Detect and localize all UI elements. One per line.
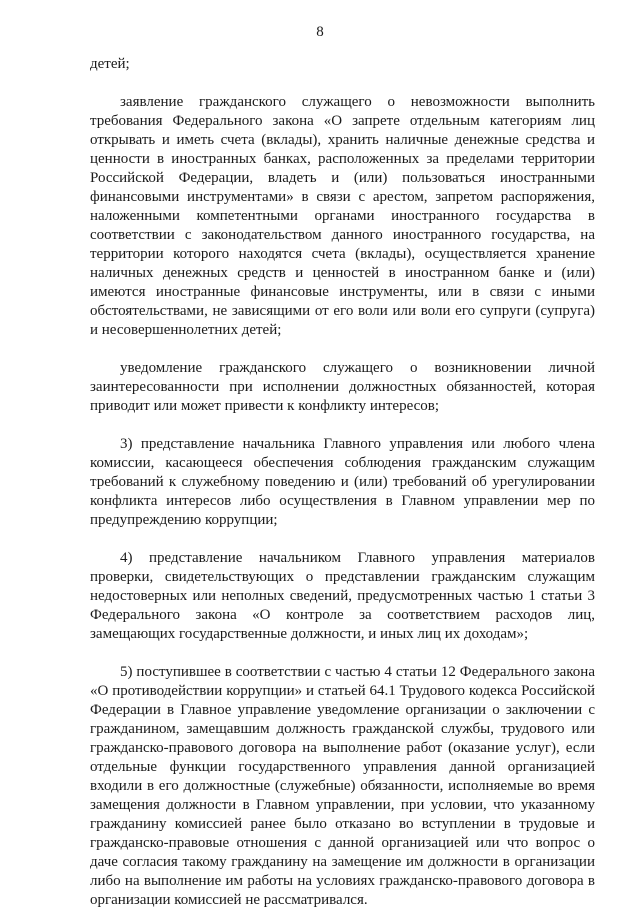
page-number: 8: [316, 24, 324, 40]
paragraph-item-4: 4) представление начальником Главного управления материалов проверки, свидетельствующих о представлении гражданским служащим недостоверных или неполных сведений, предусмотренных частью 1 статьи 3 Федерального закона «О контроле за соответствием расходов лиц, замещающих государственные должности, и иных лиц их доходам»;: [90, 550, 595, 642]
paragraph-statement-foreign-accounts: заявление гражданского служащего о невозможности выполнить требования Федерального закона «О запрете отдельным категориям лиц открывать и иметь счета (вклады), хранить наличные денежные средства и ценности в иностранных банках, расположенных за пределами территории Российской Федерации, владеть и (или) пользоваться иностранными финансовыми инструментами» в связи с арестом, запретом распоряжения, наложенными компетентными органами иностранного государства в соответствии с законодательством данного иностранного государства, на территории которого находятся счета (вклады), осуществляется хранение наличных денежных средств и ценностей в иностранном банке и (или) имеются иностранные финансовые инструменты, или в связи с иными обстоятельствами, не зависящими от его воли или воли его супруги (супруга) и несовершеннолетних детей;: [90, 94, 595, 338]
paragraph-conflict-notification: уведомление гражданского служащего о возникновении личной заинтересованности при исполнении должностных обязанностей, которая приводит или может привести к конфликту интересов;: [90, 360, 595, 414]
paragraph-continuation: детей;: [90, 56, 130, 72]
document-body: [90, 55, 595, 910]
paragraph-item-3: 3) представление начальника Главного управления или любого члена комиссии, касающееся обеспечения соблюдения гражданским служащим требований к служебному поведению и (или) требований об урегулировании конфликта интересов либо осуществления в Главном управлении мер по предупреждению коррупции;: [90, 436, 595, 528]
paragraph-item-5: 5) поступившее в соответствии с частью 4 статьи 12 Федерального закона «О противодействии коррупции» и статьей 64.1 Трудового кодекса Российской Федерации в Главное управление уведомление организации о заключении с гражданином, замещавшим должность гражданской службы, трудового или гражданско-правового договора на выполнение работ (оказание услуг), если отдельные функции государственного управления данной организацией входили в его должностные (служебные) обязанности, исполняемые во время замещения должности в Главном управлении, при условии, что указанному гражданину комиссией ранее было отказано во вступлении в трудовые и гражданско-правовые отношения с данной организацией или что вопрос о даче согласия такому гражданину на замещение им должности в организации либо на выполнение им работы на условиях гражданско-правового договора в организации комиссией не рассматривался.: [90, 664, 595, 908]
